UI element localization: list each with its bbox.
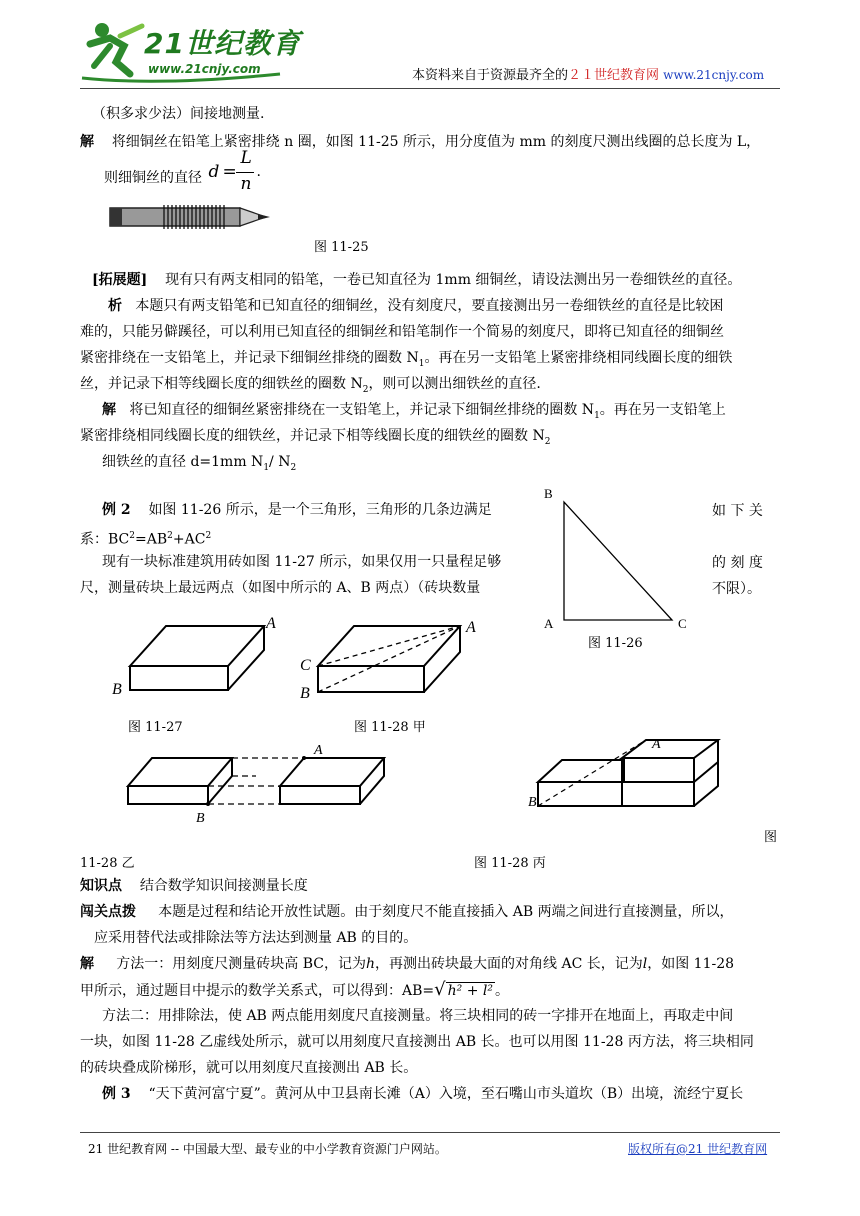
text-line: 难的，只能另僻蹊径，可以利用已知直径的细铜丝和铅笔制作一个简易的刻度尺，即将已知直径的细铜丝 — [80, 324, 724, 340]
text-line: 甲所示，通过题目中提示的数学关系式，可以得到：AB=√ h² + l² 。 — [80, 979, 509, 1000]
site-logo — [80, 16, 310, 86]
copyright-link[interactable]: 版权所有@21 世纪教育网 — [628, 1142, 768, 1156]
text-fragment: 不限）。 — [712, 581, 761, 597]
text-line: 紧密排绕在一支铅笔上，并记录下细铜丝排绕的圈数 $N_1$。再在另一支铅笔上紧密排绕相同线圈长度的细铁 — [80, 350, 733, 369]
point-label: B — [300, 685, 310, 702]
figure-caption: 图 11-28 甲 — [354, 720, 426, 735]
header-prefix: 本资料来自于资源最齐全的 — [412, 68, 569, 83]
figure-11-28-yi — [118, 738, 398, 832]
figure-11-27 — [108, 608, 278, 704]
text-fragment: 如 下 关 — [712, 503, 763, 519]
point-label: A — [266, 615, 276, 632]
text-line: 解 将已知直径的细铜丝紧密排绕在一支铅笔上，并记录下细铜丝排绕的圈数 $N_1$。再在另一支铅笔上 — [102, 402, 726, 421]
logo-url: www.21cnjy.com — [148, 62, 261, 76]
text-line: 知识点 结合数学知识间接测量长度 — [80, 878, 308, 894]
text-line: 应采用替代法或排除法等方法达到测量 AB 的目的。 — [94, 930, 418, 946]
figure-caption: 图 — [764, 830, 778, 845]
point-label: C — [300, 657, 311, 674]
example-2-label: 例 2 — [102, 502, 131, 518]
text-line: 例 2 如图 11-26 所示，是一个三角形，三角形的几条边满足 — [102, 502, 492, 518]
knowledge-point-label: 知识点 — [80, 878, 122, 894]
header-rule — [80, 88, 780, 89]
point-label: B — [196, 811, 205, 826]
figure-caption: 图 11-26 — [588, 636, 643, 651]
vertex-label: B — [544, 486, 553, 501]
figure-11-28-jia — [294, 608, 494, 708]
text-line: 尺，测量砖块上最远两点（如图中所示的 A、B 两点）（砖块数量 — [80, 580, 481, 596]
text-line: 闯关点拨 本题是过程和结论开放性试题。由于刻度尺不能直接插入 AB 两端之间进行直接测量，所以， — [80, 904, 734, 920]
text-line: （积多求少法）间接地测量. — [92, 106, 265, 122]
point-label: B — [528, 795, 537, 810]
header-right — [412, 64, 764, 83]
right-triangle-diagram — [540, 482, 710, 632]
stacked-bricks-illustration — [528, 734, 748, 818]
point-label: A — [652, 737, 661, 752]
point-label: B — [112, 681, 122, 698]
figure-11-25 — [108, 200, 278, 238]
hint-label: 闯关点拨 — [80, 904, 136, 920]
text-line: 例 3 “天下黄河富宁夏”。黄河从中卫县南长滩（A）入境，至石嘴山市头道坎（B）出境，流经宁夏长 — [102, 1086, 744, 1102]
figure-11-26 — [540, 482, 710, 636]
footer-left: 21 世纪教育网 -- 中国最大型、最专业的中小学教育资源门户网站。 — [88, 1142, 447, 1156]
brick-illustration — [108, 608, 278, 700]
point-label: A — [314, 743, 323, 758]
text-line: 丝，并记录下相等线圈长度的细铁丝的圈数 $N_2$，则可以测出细铁丝的直径. — [80, 376, 541, 395]
text-line: 方法二：用排除法，使 AB 两点能用刻度尺直接测量。将三块相同的砖一字排开在地面上，再取走中间 — [102, 1008, 734, 1024]
footer-rule — [80, 1132, 780, 1133]
text-line: 的砖块叠成阶梯形，就可以用刻度尺直接测出 AB 长。 — [80, 1060, 418, 1076]
text-line: 系：$BC^2=AB^2+AC^2$ — [80, 531, 212, 548]
text-line: 现有一块标准建筑用砖如图 11-27 所示，如果仅用一只量程足够 — [102, 554, 502, 570]
formula-line: 则细铜丝的直径 d = L n . — [104, 162, 266, 188]
example-3-label: 例 3 — [102, 1086, 131, 1102]
figure-11-28-bing — [528, 734, 748, 822]
pencil-coil-illustration — [108, 200, 278, 234]
figure-caption: 11-28 乙 — [80, 856, 135, 871]
text-fragment: 的 刻 度 — [712, 555, 763, 571]
header-url-link[interactable]: www.21cnjy.com — [663, 68, 765, 82]
text-line: 析 本题只有两支铅笔和已知直径的细铜丝，没有刻度尺，要直接测出另一卷细铁丝的直径是比较困 — [108, 298, 724, 314]
text-line: 一块，如图 11-28 乙虚线处所示，就可以用刻度尺直接测出 AB 长。也可以用图 11-28 丙方法，将三块相同 — [80, 1034, 754, 1050]
figure-caption: 图 11-28 丙 — [474, 856, 546, 871]
figure-caption: 图 11-25 — [314, 240, 369, 255]
solution-label: 解 — [80, 134, 94, 150]
extension-label: [拓展题] — [92, 272, 148, 288]
header-highlight: ２１世纪教育网 — [568, 68, 660, 83]
formula-d: d = L n . — [208, 148, 261, 194]
text-line: 解 方法一：用刻度尺测量砖块高 BC，记为h，再测出砖块最大面的对角线 AC 长，记为l，如图 11-28 — [80, 956, 735, 972]
text-line: 解 将细铜丝在铅笔上紧密排绕 n 圈，如图 11-25 所示，用分度值为 mm 的刻度尺测出线圈的总长度为 L， — [80, 134, 761, 150]
point-label: A — [466, 619, 476, 636]
text-line: [拓展题] 现有只有两支相同的铅笔，一卷已知直径为 1mm 细铜丝，请设法测出另一卷细铁丝的直径。 — [92, 272, 742, 288]
vertex-label: C — [678, 616, 687, 631]
figure-caption: 图 11-27 — [128, 720, 183, 735]
bricks-in-row-illustration — [118, 738, 398, 828]
vertex-label: A — [544, 616, 554, 631]
brick-diagonal-illustration — [294, 608, 494, 704]
logo-brand: 21世纪教育 — [144, 27, 301, 60]
text-line: 细铁丝的直径 d=1mm $N_1/$ $N_2$ — [102, 454, 297, 473]
radicand: h² + l² — [447, 983, 493, 999]
text-line: 紧密排绕相同线圈长度的细铁丝，并记录下相等线圈长度的细铁丝的圈数 $N_2$ — [80, 428, 551, 447]
